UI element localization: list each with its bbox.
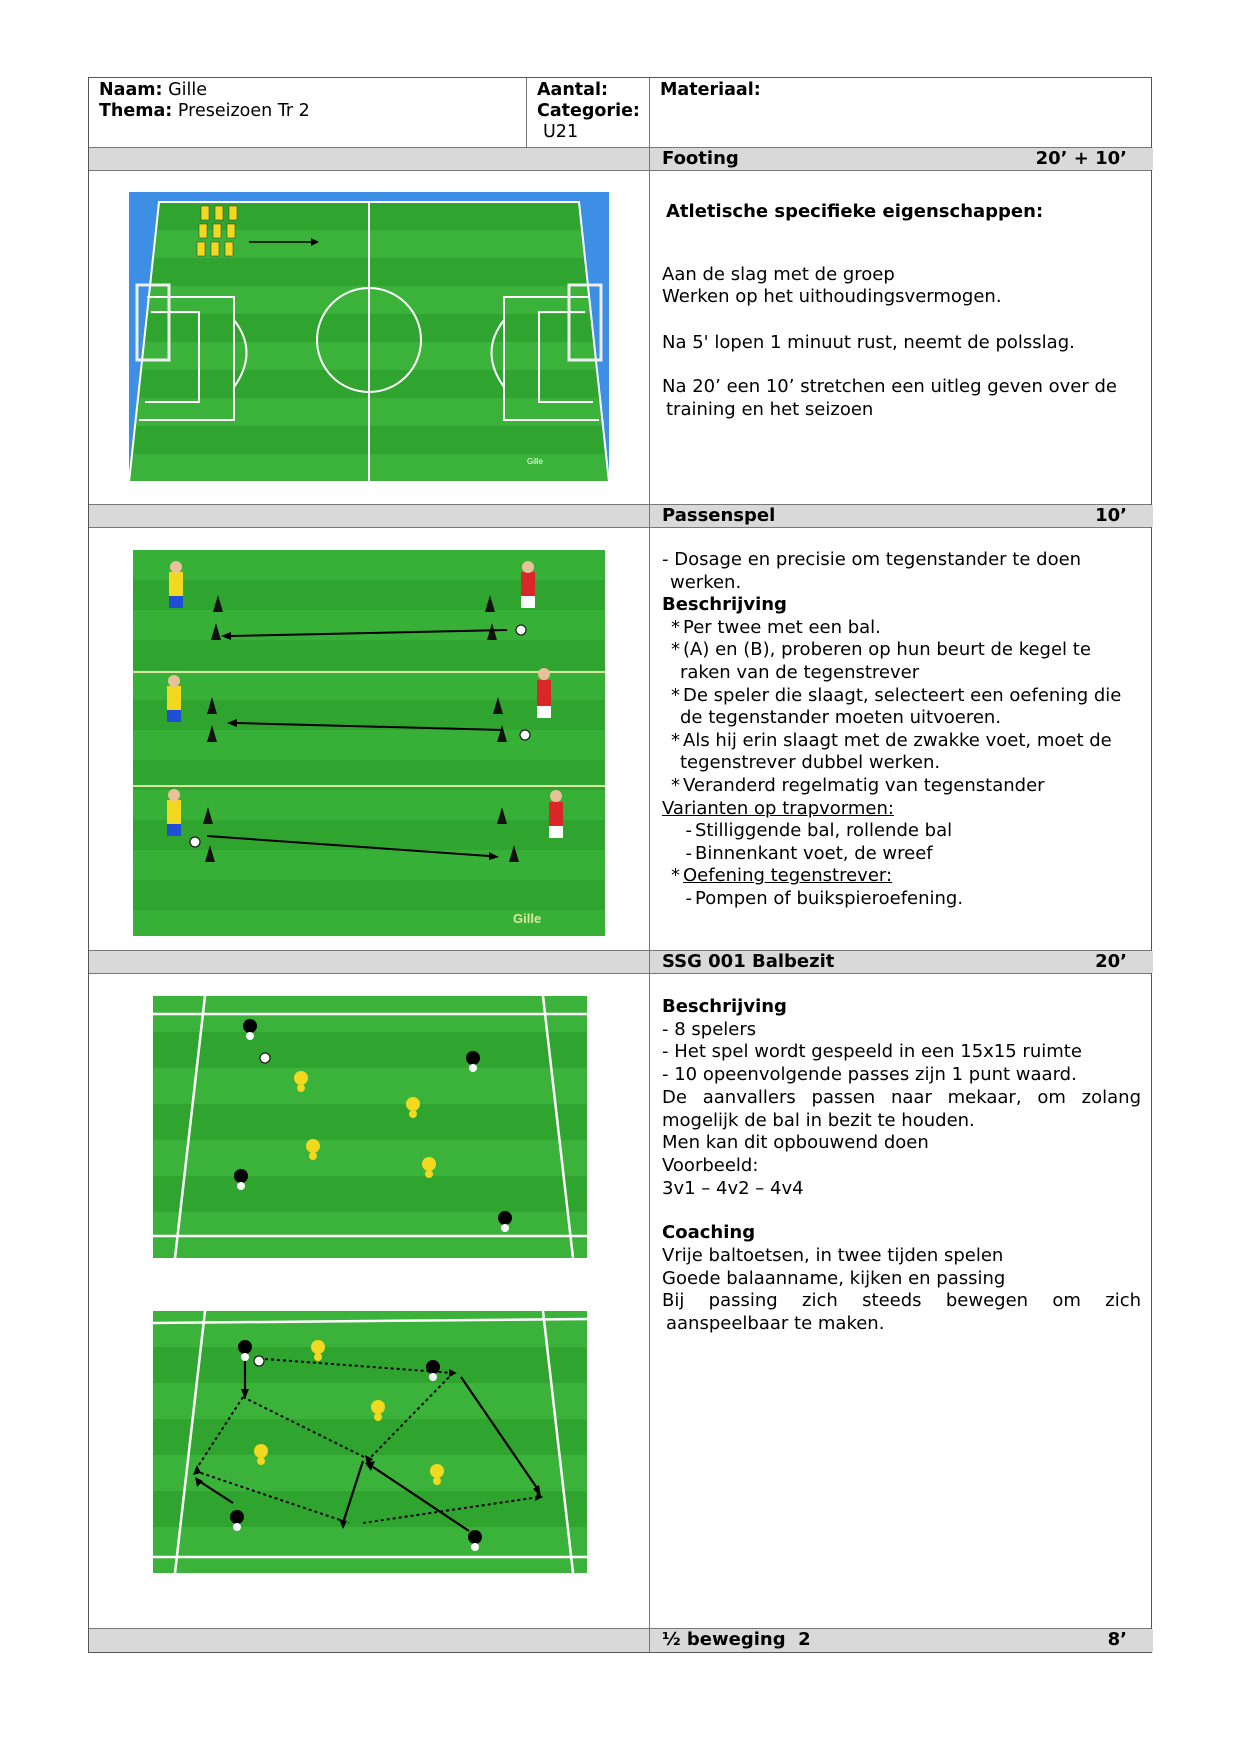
bullet-item: * Oefening tegenstrever: [671,865,893,887]
passenspel-title: Passenspel [662,505,776,526]
ball [516,625,526,635]
footing-line: Na 5' lopen 1 minuut rust, neemt de polsslag. [662,331,1075,353]
footing-field-diagram [129,192,609,482]
training-sheet [88,77,1152,1653]
sheet-header [89,78,1151,148]
ssg-time: 20’ [1095,951,1127,972]
footing-title: Footing [662,148,739,169]
ssg-field-diagram-1 [153,996,587,1258]
coaching-line: aanspeelbaar te maken. [666,1313,885,1335]
ball [260,1053,270,1063]
footing-diagram-cell [89,171,650,504]
beweging-title: ½ beweging 2 [662,1629,811,1650]
variant-item: - Binnenkant voet, de wreef [685,842,933,864]
bullet-item: * Per twee met een bal. [671,616,881,638]
passenspel-diagram-cell [89,528,650,950]
bullet-continuation: de tegenstander moeten uitvoeren. [680,707,1002,729]
ssg-coaching-heading: Coaching [662,1222,756,1244]
varianten-heading: Varianten op trapvormen: [662,797,894,819]
aantal-categorie-cell [527,78,650,147]
ssg-line: - 10 opeenvolgende passes zijn 1 punt waard. [662,1064,1077,1086]
ball [254,1356,264,1366]
ssg-beschrijving-heading: Beschrijving [662,996,787,1017]
footing-line: Werken op het uithoudingsvermogen. [662,286,1002,307]
ssg-line: - Het spel wordt gespeeld in een 15x15 ruimte [662,1041,1082,1063]
passenspel-band [89,505,1151,528]
ssg-line: Men kan dit opbouwend doen [662,1132,929,1154]
player-yellow [167,675,181,722]
passenspel-intro: werken. [670,571,742,593]
passenspel-beschrijving-heading: Beschrijving [662,594,787,616]
variant-item: - Pompen of buikspieroefening. [685,887,964,909]
footing-band [89,148,1151,171]
beweging-band [89,1629,1151,1652]
passenspel-time: 10’ [1095,505,1127,526]
aantal-label: Aantal: [537,80,608,100]
ball [190,837,200,847]
bullet-item: * Veranderd regelmatig van tegenstander [671,774,1045,796]
ssg-line: Voorbeeld: [662,1154,759,1176]
ssg-row [89,974,1151,1629]
footing-line: training en het seizoen [666,398,874,420]
passenspel-diagram-label: Gille [513,911,542,926]
passenspel-intro: - Dosage en precisie om tegenstander te doen [662,549,1082,570]
player-red [537,668,551,718]
naam-thema-cell [89,78,527,147]
ssg-title: SSG 001 Balbezit [662,951,835,972]
ssg-line: 3v1 – 4v2 – 4v4 [662,1177,804,1199]
passenspel-field-diagram [133,550,605,936]
coaching-line: Vrije baltoetsen, in twee tijden spelen [662,1245,1004,1267]
footing-row [89,171,1151,505]
ssg-diagram-cell [89,974,650,1628]
bullet-item: * (A) en (B), proberen op hun beurt de kegel te [671,639,1091,661]
player-red [549,790,563,838]
naam-value: Gille [168,80,207,100]
thema-label: Thema: [99,101,173,121]
footing-diagram-label: Gille [527,457,544,466]
bullet-item: * De speler die slaagt, selecteert een oefening die [671,684,1122,706]
ssg-band [89,951,1151,974]
beweging-time: 8’ [1107,1629,1127,1650]
categorie-value: U21 [543,122,579,142]
ssg-line: mogelijk de bal in bezit te houden. [662,1109,975,1131]
variant-item: - Stilliggende bal, rollende bal [685,820,953,842]
ball [520,730,530,740]
player-yellow [167,789,181,836]
ssg-field-diagram-2 [153,1311,587,1573]
materiaal-cell [650,78,1153,147]
coaching-line: Bij passing zich steeds bewegen om zich [662,1290,1141,1312]
bullet-continuation: raken van de tegenstrever [680,661,920,683]
player-red [521,561,535,608]
naam-label: Naam: [99,80,163,100]
materiaal-label: Materiaal: [660,80,761,100]
bullet-item: * Als hij erin slaagt met de zwakke voet, moet de [671,729,1112,751]
passenspel-row [89,528,1151,951]
footing-text [650,171,1153,504]
footing-heading: Atletische specifieke eigenschappen: [666,201,1044,222]
ssg-line: - 8 spelers [662,1018,757,1040]
categorie-label: Categorie: [537,101,640,121]
player-yellow [169,561,183,608]
thema-value: Preseizoen Tr 2 [177,101,310,121]
passenspel-text [650,528,1153,950]
footing-time: 20’ + 10’ [1035,148,1127,169]
ssg-line: De aanvallers passen naar mekaar, om zolang [662,1086,1141,1108]
ssg-text [650,974,1153,1628]
coaching-line: Goede balaanname, kijken en passing [662,1267,1006,1289]
footing-line: Na 20’ een 10’ stretchen een uitleg geven over de [662,376,1117,397]
footing-line: Aan de slag met de groep [662,263,895,285]
bullet-continuation: tegenstrever dubbel werken. [680,752,941,774]
